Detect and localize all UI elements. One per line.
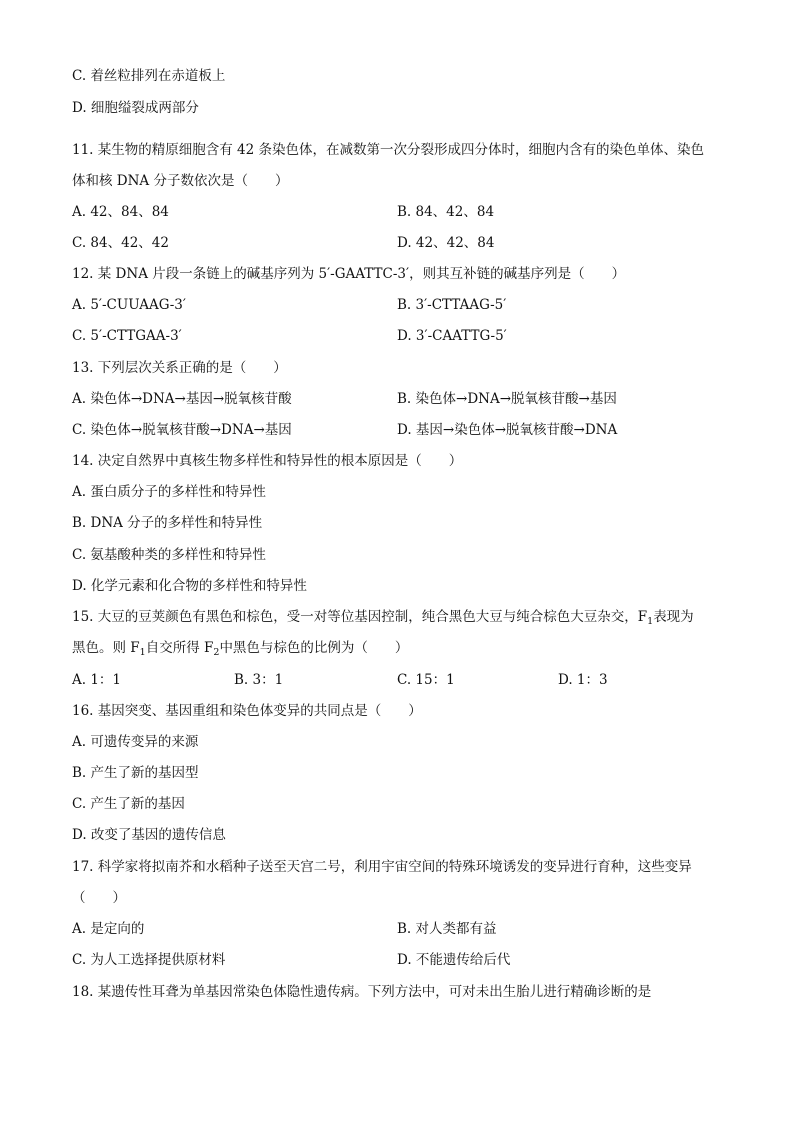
question-15-stem-line1 xyxy=(72,607,694,627)
question-17-stem-line2: （ ） xyxy=(72,890,126,906)
question-17-option-d: D. 不能遗传给后代 xyxy=(397,952,511,968)
question-15-option-d: D. 1：3 xyxy=(558,672,608,688)
question-16-stem: 16. 基因突变、基因重组和染色体变异的共同点是（ ） xyxy=(72,703,422,719)
question-16-option-a: A. 可遗传变异的来源 xyxy=(72,734,199,750)
question-11-option-b: B. 84、42、84 xyxy=(397,204,495,220)
question-17-option-a: A. 是定向的 xyxy=(72,921,145,937)
question-11-option-a: A. 42、84、84 xyxy=(72,204,169,220)
subscript-1: 1 xyxy=(647,616,654,627)
question-13-stem: 13. 下列层次关系正确的是（ ） xyxy=(72,360,287,376)
subscript-2: 2 xyxy=(213,647,220,658)
option-d-prev: D. 细胞缢裂成两部分 xyxy=(72,100,199,116)
question-12-option-c: C. 5′-CTTGAA-3′ xyxy=(72,328,182,344)
question-16-option-b: B. 产生了新的基因型 xyxy=(72,765,199,781)
question-12-stem: 12. 某 DNA 片段一条链上的碱基序列为 5′-GAATTC-3′，则其互补链的碱基序列是（ ） xyxy=(72,266,626,282)
question-14-option-a: A. 蛋白质分子的多样性和特异性 xyxy=(72,484,266,500)
question-14-stem: 14. 决定自然界中真核生物多样性和特异性的根本原因是（ ） xyxy=(72,453,463,469)
question-17-option-b: B. 对人类都有益 xyxy=(397,921,497,937)
question-15-stem-line1-text: 15. 大豆的豆荚颜色有黑色和棕色，受一对等位基因控制，纯合黑色大豆与纯合棕色大豆杂交，F xyxy=(72,609,648,625)
question-16-option-d: D. 改变了基因的遗传信息 xyxy=(72,827,226,843)
question-13-option-a: A. 染色体→DNA→基因→脱氧核苷酸 xyxy=(72,391,292,407)
question-15-stem-line2-text: 黑色。则 F xyxy=(72,640,140,656)
question-17-stem-line1: 17. 科学家将拟南芥和水稻种子送至天宫二号，利用宇宙空间的特殊环境诱发的变异进行育种，这些变异 xyxy=(72,859,692,875)
question-15-option-a: A. 1：1 xyxy=(72,672,122,688)
question-15-stem-line1-tail: 表现为 xyxy=(653,609,694,625)
question-15-stem-line2-mid: 自交所得 F xyxy=(145,640,214,656)
question-14-option-d: D. 化学元素和化合物的多样性和特异性 xyxy=(72,578,307,594)
subscript-1: 1 xyxy=(139,647,146,658)
question-11-option-d: D. 42、42、84 xyxy=(397,235,495,251)
question-15-option-c: C. 15：1 xyxy=(397,672,455,688)
question-12-option-d: D. 3′-CAATTG-5′ xyxy=(397,328,507,344)
question-14-option-b: B. DNA 分子的多样性和特异性 xyxy=(72,515,263,531)
question-11-option-c: C. 84、42、42 xyxy=(72,235,169,251)
question-11-stem-line2: 体和核 DNA 分子数依次是（ ） xyxy=(72,173,289,189)
question-12-option-b: B. 3′-CTTAAG-5′ xyxy=(397,297,507,313)
question-16-option-c: C. 产生了新的基因 xyxy=(72,796,185,812)
question-18-stem: 18. 某遗传性耳聋为单基因常染色体隐性遗传病。下列方法中，可对未出生胎儿进行精确诊断的是 xyxy=(72,984,652,1000)
question-13-option-b: B. 染色体→DNA→脱氧核苷酸→基因 xyxy=(397,391,617,407)
question-15-stem-line2-tail: 中黑色与棕色的比例为（ ） xyxy=(219,640,409,656)
question-13-option-d: D. 基因→染色体→脱氧核苷酸→DNA xyxy=(397,422,618,438)
option-c-prev: C. 着丝粒排列在赤道板上 xyxy=(72,68,226,84)
question-15-option-b: B. 3：1 xyxy=(234,672,284,688)
question-17-option-c: C. 为人工选择提供原材料 xyxy=(72,952,226,968)
question-12-option-a: A. 5′-CUUAAG-3′ xyxy=(72,297,186,313)
question-14-option-c: C. 氨基酸种类的多样性和特异性 xyxy=(72,547,266,563)
question-15-stem-line2 xyxy=(72,638,408,658)
question-13-option-c: C. 染色体→脱氧核苷酸→DNA→基因 xyxy=(72,422,292,438)
question-11-stem-line1: 11. 某生物的精原细胞含有 42 条染色体，在减数第一次分裂形成四分体时，细胞内含有的染色单体、染色 xyxy=(72,142,705,158)
